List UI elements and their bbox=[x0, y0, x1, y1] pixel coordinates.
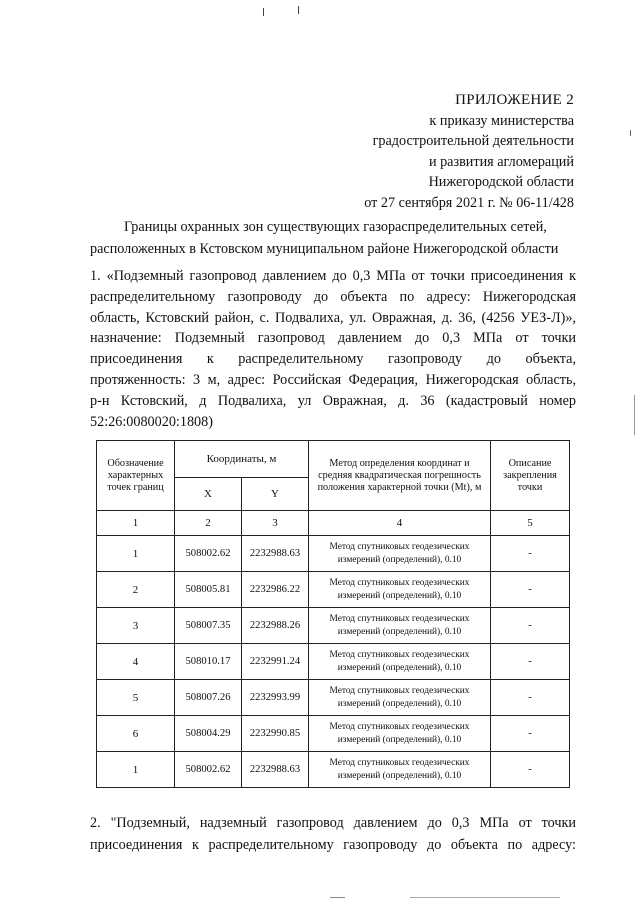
column-number: 2 bbox=[175, 511, 242, 536]
paragraph-line: 1. «Подземный газопровод давлением до 0,3 МПа от точки присоединения к bbox=[90, 268, 576, 284]
method-cell: Метод спутниковых геодезических измерений (определений), 0.10 bbox=[309, 716, 491, 752]
y-cell: 2232991.24 bbox=[242, 644, 309, 680]
scan-mark bbox=[630, 130, 631, 136]
point-cell: 5 bbox=[97, 680, 175, 716]
x-cell: 508002.62 bbox=[175, 536, 242, 572]
paragraph-line: 2. "Подземный, надземный газопровод давлением до 0,3 МПа от точки bbox=[90, 815, 576, 831]
scan-mark bbox=[410, 897, 560, 898]
y-cell: 2232988.63 bbox=[242, 752, 309, 788]
paragraph-1 bbox=[90, 266, 576, 432]
x-cell: 508005.81 bbox=[175, 572, 242, 608]
point-cell: 3 bbox=[97, 608, 175, 644]
table-row bbox=[97, 680, 570, 716]
table-row bbox=[97, 572, 570, 608]
x-cell: 508010.17 bbox=[175, 644, 242, 680]
header-line: от 27 сентября 2021 г. № 06-11/428 bbox=[364, 194, 574, 211]
scan-mark bbox=[298, 6, 299, 14]
header-coordinates: Координаты, м bbox=[175, 441, 309, 478]
description-cell: - bbox=[491, 680, 570, 716]
method-cell: Метод спутниковых геодезических измерений (определений), 0.10 bbox=[309, 536, 491, 572]
header-line: и развития агломераций bbox=[428, 153, 574, 170]
x-cell: 508007.26 bbox=[175, 680, 242, 716]
header-x: X bbox=[175, 478, 242, 511]
scan-mark bbox=[330, 897, 345, 898]
heading-line-2: расположенных в Кстовском муниципальном районе Нижегородской области bbox=[90, 241, 559, 257]
y-cell: 2232988.63 bbox=[242, 536, 309, 572]
y-cell: 2232990.85 bbox=[242, 716, 309, 752]
method-cell: Метод спутниковых геодезических измерений (определений), 0.10 bbox=[309, 644, 491, 680]
description-cell: - bbox=[491, 536, 570, 572]
appendix-title: ПРИЛОЖЕНИЕ 2 bbox=[455, 92, 574, 108]
x-cell: 508002.62 bbox=[175, 752, 242, 788]
description-cell: - bbox=[491, 752, 570, 788]
coordinates-table bbox=[96, 440, 570, 788]
x-cell: 508004.29 bbox=[175, 716, 242, 752]
y-cell: 2232988.26 bbox=[242, 608, 309, 644]
header-line: градостроительной деятельности bbox=[372, 133, 574, 150]
paragraph-line: протяженность: 3 м, адрес: Российская Федерация, Нижегородская область, bbox=[90, 371, 576, 388]
method-cell: Метод спутниковых геодезических измерений (определений), 0.10 bbox=[309, 572, 491, 608]
appendix-header bbox=[364, 90, 574, 214]
point-cell: 6 bbox=[97, 716, 175, 752]
point-cell: 1 bbox=[97, 752, 175, 788]
paragraph-line: 52:26:0080020:1808) bbox=[90, 413, 213, 430]
point-cell: 1 bbox=[97, 536, 175, 572]
column-number: 1 bbox=[97, 511, 175, 536]
column-number: 4 bbox=[309, 511, 491, 536]
paragraph-line: р-н Кстовский, д Подвалиха, ул Овражная, д. 36 (кадастровый номер bbox=[90, 392, 576, 409]
column-number: 3 bbox=[242, 511, 309, 536]
table-row bbox=[97, 536, 570, 572]
heading-line-1: Границы охранных зон существующих газораспределительных сетей, bbox=[124, 219, 547, 235]
paragraph-line: назначение: Подземный газопровод давлением до 0,3 МПа от точки bbox=[90, 330, 576, 347]
method-cell: Метод спутниковых геодезических измерений (определений), 0.10 bbox=[309, 608, 491, 644]
header-y: Y bbox=[242, 478, 309, 511]
y-cell: 2232986.22 bbox=[242, 572, 309, 608]
x-cell: 508007.35 bbox=[175, 608, 242, 644]
description-cell: - bbox=[491, 608, 570, 644]
table-row bbox=[97, 644, 570, 680]
header-line: Нижегородской области bbox=[428, 174, 574, 191]
paragraph-line: область, Кстовский район, с. Подвалиха, ул. Овражная, д. 36, (4256 УЕЗ-Л)», bbox=[90, 309, 576, 326]
paragraph-2 bbox=[90, 812, 576, 856]
paragraph-line: присоединения к распределительному газопроводу до объекта, bbox=[90, 351, 576, 368]
header-point-designation: Обозначение характерных точек границ bbox=[97, 441, 175, 511]
paragraph-line: распределительному газопроводу до объекта по адресу: Нижегородская bbox=[90, 288, 576, 305]
scan-mark bbox=[263, 8, 264, 16]
y-cell: 2232993.99 bbox=[242, 680, 309, 716]
description-cell: - bbox=[491, 572, 570, 608]
scan-mark bbox=[634, 395, 635, 435]
header-description: Описание закрепления точки bbox=[491, 441, 570, 511]
table-row bbox=[97, 608, 570, 644]
header-method: Метод определения координат и средняя квадратическая погрешность положения характерной точки (Mt), м bbox=[309, 441, 491, 511]
description-cell: - bbox=[491, 644, 570, 680]
point-cell: 2 bbox=[97, 572, 175, 608]
method-cell: Метод спутниковых геодезических измерений (определений), 0.10 bbox=[309, 680, 491, 716]
column-number: 5 bbox=[491, 511, 570, 536]
method-cell: Метод спутниковых геодезических измерений (определений), 0.10 bbox=[309, 752, 491, 788]
document-heading bbox=[90, 216, 580, 260]
table-row bbox=[97, 716, 570, 752]
description-cell: - bbox=[491, 716, 570, 752]
paragraph-line: присоединения к распределительному газопроводу до объекта по адресу: bbox=[90, 837, 576, 853]
header-line: к приказу министерства bbox=[429, 112, 574, 129]
point-cell: 4 bbox=[97, 644, 175, 680]
table-row bbox=[97, 752, 570, 788]
